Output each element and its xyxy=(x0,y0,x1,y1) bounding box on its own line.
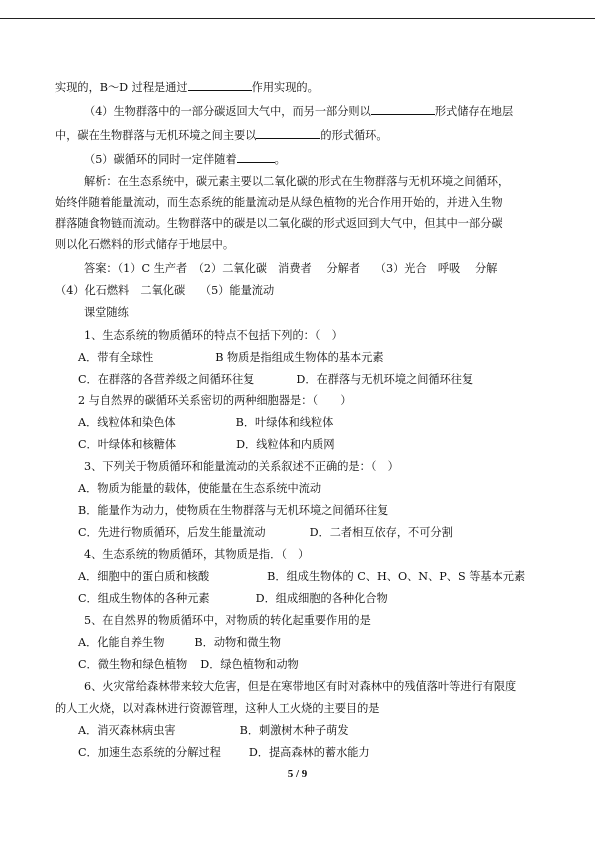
option-b[interactable]: B．能量作为动力，使物质在生物群落与无机环境之间循环往复 xyxy=(78,504,389,517)
text-segment: （4）生物群落中的一部分碳返回大气中，而另一部分则以 xyxy=(84,105,371,118)
option-d[interactable]: D．在群落与无机环境之间循环往复 xyxy=(296,373,474,386)
fill-blank[interactable] xyxy=(371,103,435,115)
text-line-p3 xyxy=(0,127,595,143)
option-a[interactable]: A．消灭森林病虫害 xyxy=(78,724,176,737)
answer-line: 答案：（1）C 生产者 （2）二氧化碳 消费者 分解者 （3）光合 呼吸 分解 xyxy=(84,262,498,275)
question-stem: 的人工火烧，以对森林进行资源管理，这种人工火烧的主要目的是 xyxy=(55,702,380,715)
option-d[interactable]: D．绿色植物和动物 xyxy=(200,658,299,671)
option-d[interactable]: D．组成细胞的各种化合物 xyxy=(255,592,388,605)
option-d[interactable]: D．提高森林的蓄水能力 xyxy=(248,746,370,759)
text-segment: 作用实现的。 xyxy=(251,81,319,94)
option-b[interactable]: B．动物和微生物 xyxy=(194,636,281,649)
option-b[interactable]: B．刺激树木种子萌发 xyxy=(239,724,349,737)
fill-blank[interactable] xyxy=(237,151,275,163)
option-c[interactable]: C．叶绿体和核糖体 xyxy=(78,438,177,451)
question-stem: 6、火灾常给森林带来较大危害，但是在寒带地区有时对森林中的残值落叶等进行有限度 xyxy=(84,680,517,693)
text-segment: 。 xyxy=(274,153,286,166)
option-b[interactable]: B．叶绿体和线粒体 xyxy=(235,416,334,429)
option-row xyxy=(0,746,595,760)
option-a[interactable]: A．带有全球性 xyxy=(78,351,154,364)
option-c[interactable]: C．加速生态系统的分解过程 xyxy=(78,746,221,759)
analysis-line: 解析：在生态系统中，碳元素主要以二氧化碳的形式在生物群落与无机环境之间循环， xyxy=(84,175,510,188)
fill-blank[interactable] xyxy=(188,79,252,91)
option-b[interactable]: B 物质是指组成生物体的基本元素 xyxy=(215,351,384,364)
option-d[interactable]: D．线粒体和内质网 xyxy=(236,438,335,451)
question-stem: 4、生态系统的物质循环，其物质是指．（ ） xyxy=(84,548,310,561)
option-row xyxy=(0,373,595,387)
analysis-line: 则以化石燃料的形式储存于地层中。 xyxy=(55,238,235,251)
text-line-p4 xyxy=(0,151,595,167)
option-row xyxy=(0,724,595,738)
text-segment: 形式储存在地层 xyxy=(434,105,514,118)
option-c[interactable]: C．先进行物质循环，后发生能量流动 xyxy=(78,526,266,539)
text-segment: 中，碳在生物群落与无机环境之间主要以 xyxy=(55,129,257,142)
text-segment: 的形式循环。 xyxy=(320,129,388,142)
page-number: 5 / 9 xyxy=(287,768,308,780)
option-row xyxy=(0,570,595,584)
option-a[interactable]: A．化能自养生物 xyxy=(78,636,165,649)
answer-line: （4）化石燃料 二氧化碳 （5）能量流动 xyxy=(55,284,275,297)
option-row xyxy=(0,438,595,452)
question-stem: 2 与自然界的碳循环关系密切的两种细胞器是：（ ） xyxy=(78,394,352,407)
option-row xyxy=(0,526,595,540)
analysis-line: 群落随食物链而流动。生物群落中的碳是以二氧化碳的形式返回到大气中，但其中一部分碳 xyxy=(55,217,503,230)
analysis-line: 始终伴随着能量流动，而生态系统的能量流动是从绿色植物的光合作用开始的，并进入生物 xyxy=(55,196,503,209)
question-stem: 3、下列关于物质循环和能量流动的关系叙述不正确的是：（ ） xyxy=(84,460,399,473)
option-row xyxy=(0,658,595,672)
option-b[interactable]: B．组成生物体的 C、H、O、N、P、S 等基本元素 xyxy=(267,570,526,583)
option-row xyxy=(0,416,595,430)
text-segment: 实现的，B～D 过程是通过 xyxy=(55,81,188,94)
question-stem: 5、在自然界的物质循环中，对物质的转化起重要作用的是 xyxy=(84,614,371,627)
section-title: 课堂随练 xyxy=(84,306,129,319)
text-line-p2 xyxy=(0,103,595,119)
fill-blank[interactable] xyxy=(256,127,320,139)
option-a[interactable]: A．物质为能量的载体，使能量在生态系统中流动 xyxy=(78,482,322,495)
option-row xyxy=(0,592,595,606)
option-c[interactable]: C．组成生物体的各种元素 xyxy=(78,592,210,605)
text-line-p1 xyxy=(0,79,595,95)
option-a[interactable]: A．细胞中的蛋白质和核酸 xyxy=(78,570,210,583)
option-a[interactable]: A．线粒体和染色体 xyxy=(78,416,176,429)
question-stem: 1、生态系统的物质循环的特点不包括下列的：（ ） xyxy=(84,329,343,342)
text-segment: （5）碳循环的同时一定伴随着 xyxy=(84,153,237,166)
option-row xyxy=(0,636,595,650)
option-d[interactable]: D．二者相互依存，不可分割 xyxy=(309,526,453,539)
option-c[interactable]: C．在群落的各营养级之间循环往复 xyxy=(78,373,255,386)
option-c[interactable]: C．微生物和绿色植物 xyxy=(78,658,188,671)
option-row xyxy=(0,351,595,365)
